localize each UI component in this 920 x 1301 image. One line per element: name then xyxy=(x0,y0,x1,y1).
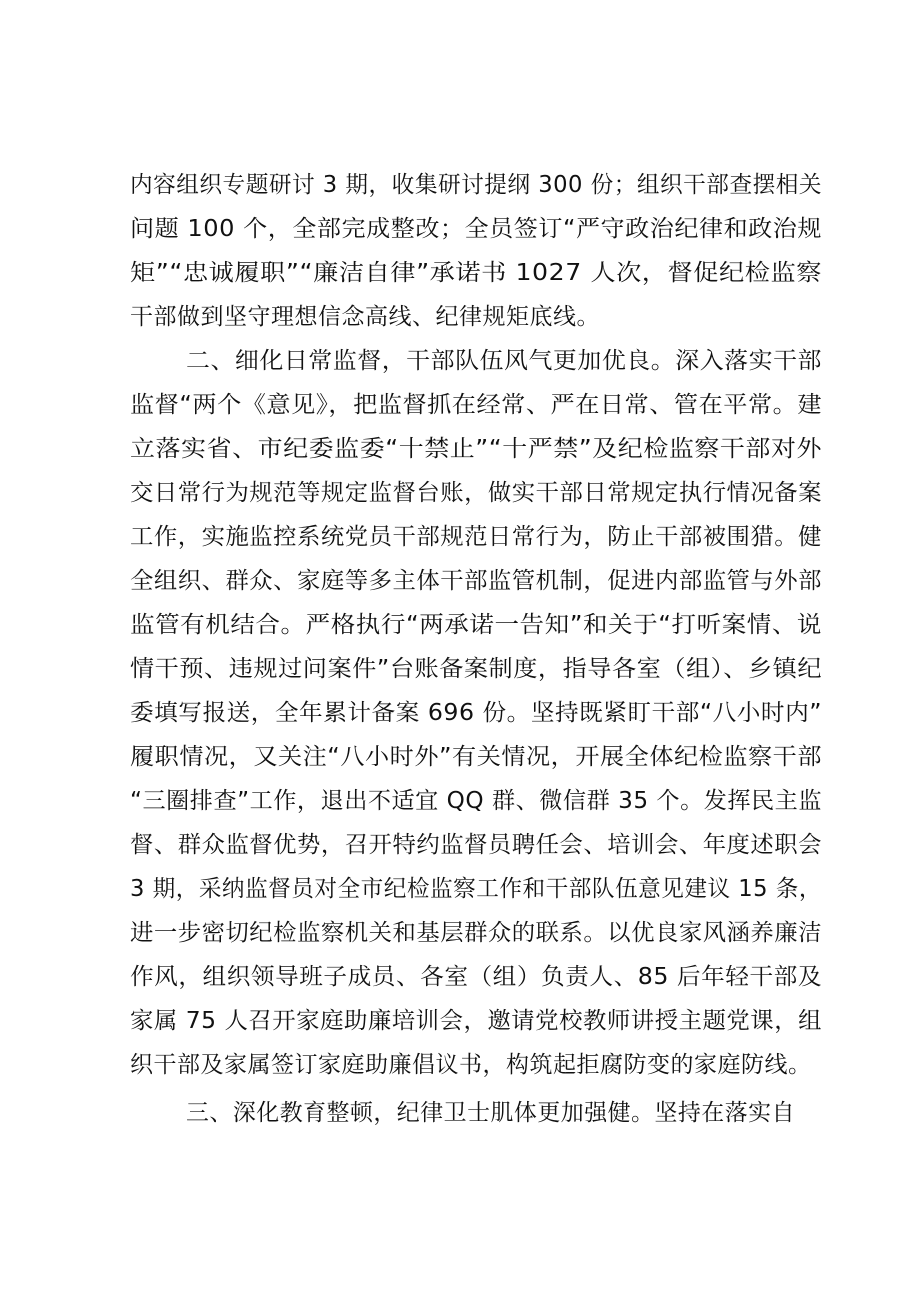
paragraph-section-2-line: 督、群众监督优势，召开特约监督员聘任会、培训会、年度述职会 xyxy=(130,832,822,858)
paragraph-section-2-line: 3 期，采纳监督员对全市纪检监察工作和干部队伍意见建议 15 条， xyxy=(130,876,822,902)
paragraph-section-2-line: 家属 75 人召开家庭助廉培训会，邀请党校教师讲授主题党课，组 xyxy=(130,1008,822,1034)
paragraph-section-2-line: 织干部及家属签订家庭助廉倡议书，构筑起拒腐防变的家庭防线。 xyxy=(130,1052,812,1078)
paragraph-section-2-line: 交日常行为规范等规定监督台账，做实干部日常规定执行情况备案 xyxy=(130,480,822,506)
paragraph-section-2-line: “三圈排查”工作，退出不适宜 QQ 群、微信群 35 个。发挥民主监 xyxy=(130,788,822,814)
paragraph-section-2-line: 二、细化日常监督，干部队伍风气更加优良。深入落实干部 xyxy=(186,348,822,374)
paragraph-section-2-line: 履职情况，又关注“八小时外”有关情况，开展全体纪检监察干部 xyxy=(130,744,822,770)
paragraph-section-2-line: 情干预、违规过问案件”台账备案制度，指导各室（组）、乡镇纪 xyxy=(130,656,822,682)
paragraph-section-2-line: 工作，实施监控系统党员干部规范日常行为，防止干部被围猎。健 xyxy=(130,524,822,550)
paragraph-section-3-line: 三、深化教育整顿，纪律卫士肌体更加强健。坚持在落实自 xyxy=(186,1100,795,1126)
paragraph-section-2-line: 全组织、群众、家庭等多主体干部监管机制，促进内部监管与外部 xyxy=(130,568,822,594)
paragraph-section-2-line: 进一步密切纪检监察机关和基层群众的联系。以优良家风涵养廉洁 xyxy=(130,920,822,946)
paragraph-continuation-line: 内容组织专题研讨 3 期，收集研讨提纲 300 份；组织干部查摆相关 xyxy=(130,172,822,198)
paragraph-continuation-line: 干部做到坚守理想信念高线、纪律规矩底线。 xyxy=(130,304,600,330)
paragraph-continuation-line: 矩”“忠诚履职”“廉洁自律”承诺书 1027 人次，督促纪检监察 xyxy=(130,260,822,286)
paragraph-section-2-line: 作风，组织领导班子成员、各室（组）负责人、85 后年轻干部及 xyxy=(130,964,822,990)
paragraph-section-2-line: 立落实省、市纪委监委“十禁止”“十严禁”及纪检监察干部对外 xyxy=(130,436,822,462)
paragraph-section-2-line: 监管有机结合。严格执行“两承诺一告知”和关于“打听案情、说 xyxy=(130,612,822,638)
paragraph-section-2-line: 监督“两个《意见》，把监督抓在经常、严在日常、管在平常。建 xyxy=(130,392,822,418)
paragraph-continuation-line: 问题 100 个，全部完成整改；全员签订“严守政治纪律和政治规 xyxy=(130,216,822,242)
paragraph-section-2-line: 委填写报送，全年累计备案 696 份。坚持既紧盯干部“八小时内” xyxy=(130,700,822,726)
